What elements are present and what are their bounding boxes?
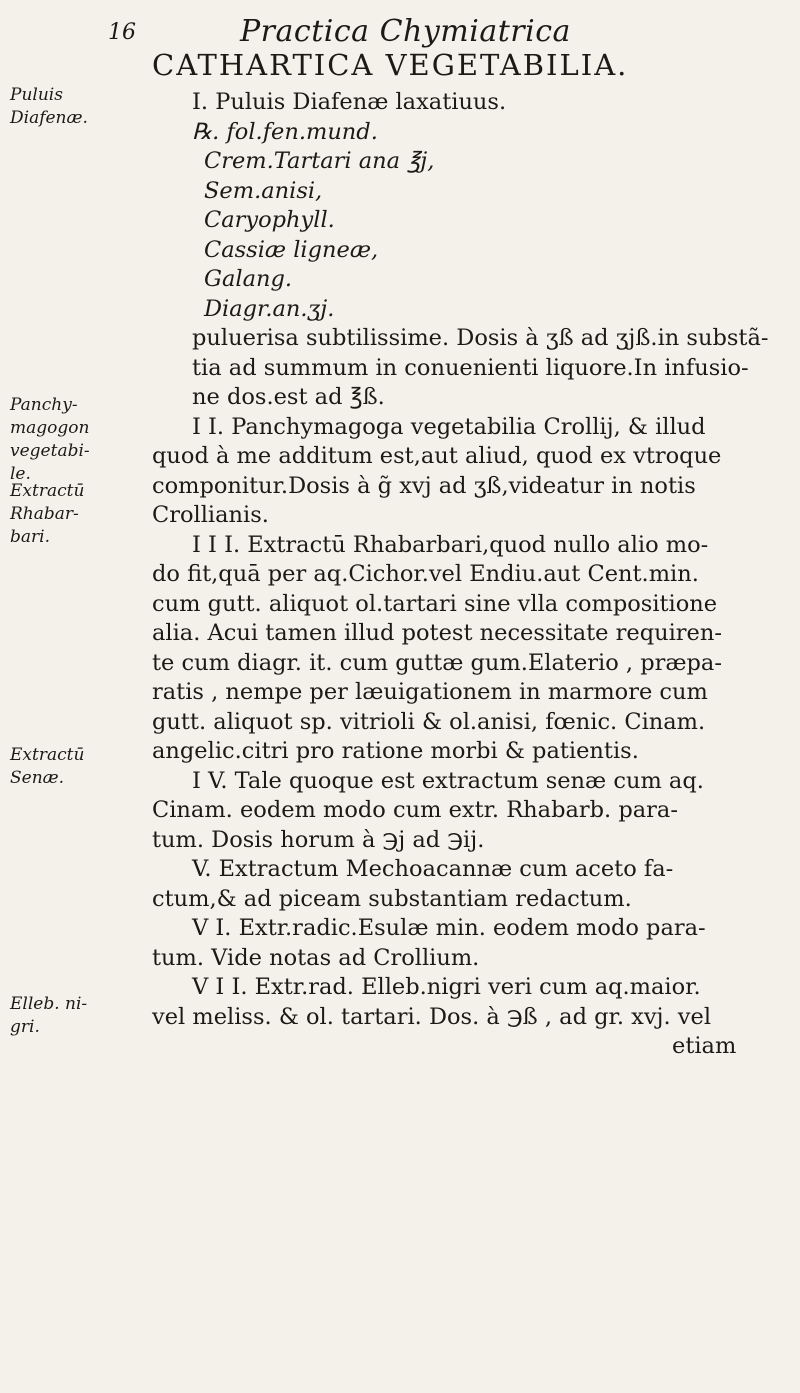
text-line: ctum,& ad piceam substantiam redactum.	[152, 885, 632, 912]
text-line: ne dos.est ad ℥ß.	[192, 384, 385, 410]
text-line: Diagr.an.ʒj.	[204, 295, 335, 322]
margin-note	[10, 480, 130, 549]
margin-note	[10, 84, 130, 130]
text-line: Crollianis.	[152, 502, 269, 528]
margin-note-line: Puluis	[10, 85, 63, 105]
text-line: do fit,quā per aq.Cichor.vel Endiu.aut Cent.min.	[152, 561, 699, 587]
section-title: CATHARTICA VEGETABILIA.	[152, 48, 629, 82]
text-line: ℞. fol.fen.mund.	[192, 118, 378, 145]
text-line: cum gutt. aliquot ol.tartari sine vlla compositione	[152, 590, 718, 617]
text-line: alia. Acui tamen illud potest necessitate requiren-	[152, 620, 722, 646]
text-line: Crem.Tartari ana ℥j,	[204, 148, 435, 174]
text-line: I. Puluis Diafenæ laxatiuus.	[192, 89, 507, 115]
margin-note-line: Panchy-	[10, 395, 78, 415]
text-line: etiam	[672, 1033, 737, 1059]
text-line: ratis , nempe per læuigationem in marmore cum	[152, 679, 708, 705]
page-number: 16	[108, 20, 136, 45]
margin-note-line: vegetabi-	[10, 441, 90, 461]
text-line: I I I. Extractū Rhabarbari,quod nullo alio mo-	[192, 531, 709, 558]
margin-note-line: magogon	[10, 418, 90, 438]
text-line: Sem.anisi,	[204, 177, 323, 204]
text-line: tum. Dosis horum à ℈j ad ℈ij.	[152, 826, 485, 853]
margin-note-line: gri.	[10, 1017, 40, 1037]
text-line: tia ad summum in conuenienti liquore.In infusio-	[192, 354, 749, 381]
text-line: tum. Vide notas ad Crollium.	[152, 944, 480, 971]
body-text	[152, 88, 792, 1062]
margin-note-line: le.	[10, 464, 31, 484]
margin-note-line: Extractū	[10, 481, 85, 501]
margin-note	[10, 993, 130, 1039]
text-line: gutt. aliquot sp. vitrioli & ol.anisi, fœnic. Cinam.	[152, 708, 706, 735]
running-head: Practica Chymiatrica	[240, 14, 571, 49]
text-line: Galang.	[204, 266, 293, 292]
margin-note	[10, 744, 130, 790]
margin-note-line: Senæ.	[10, 768, 65, 788]
text-line: angelic.citri pro ratione morbi & patientis.	[152, 738, 639, 764]
text-line: componitur.Dosis à g̃ xvj ad ʒß,videatur in notis	[152, 472, 696, 499]
text-line: Cassiæ ligneæ,	[204, 236, 379, 263]
margin-note	[10, 394, 130, 486]
page-header	[0, 14, 800, 50]
margin-note-line: Rhabar-	[10, 504, 79, 524]
text-line: Caryophyll.	[204, 207, 335, 233]
text-line: I I. Panchymagoga vegetabilia Crollij, & illud	[192, 413, 706, 440]
text-line: V I. Extr.radic.Esulæ min. eodem modo para-	[192, 915, 706, 941]
margin-note-line: Elleb. ni-	[10, 994, 88, 1014]
text-line: puluerisa subtilissime. Dosis à ʒß ad ʒjß.in substã-	[192, 325, 769, 351]
margin-note-line: bari.	[10, 527, 50, 547]
text-line: I V. Tale quoque est extractum senæ cum aq.	[192, 767, 704, 794]
text-line: Cinam. eodem modo cum extr. Rhabarb. para-	[152, 797, 678, 823]
margin-note-line: Extractū	[10, 745, 85, 765]
margin-note-line: Diafenæ.	[10, 108, 88, 128]
text-line: te cum diagr. it. cum guttæ gum.Elaterio , præpa-	[152, 649, 722, 676]
text-line: V I I. Extr.rad. Elleb.nigri veri cum aq.maior.	[192, 974, 701, 1000]
text-line: vel meliss. & ol. tartari. Dos. à ℈ß , ad gr. xvj. vel	[152, 1003, 712, 1030]
text-line: V. Extractum Mechoacannæ cum aceto fa-	[192, 856, 674, 882]
text-line: quod à me additum est,aut aliud, quod ex vtroque	[152, 443, 722, 469]
